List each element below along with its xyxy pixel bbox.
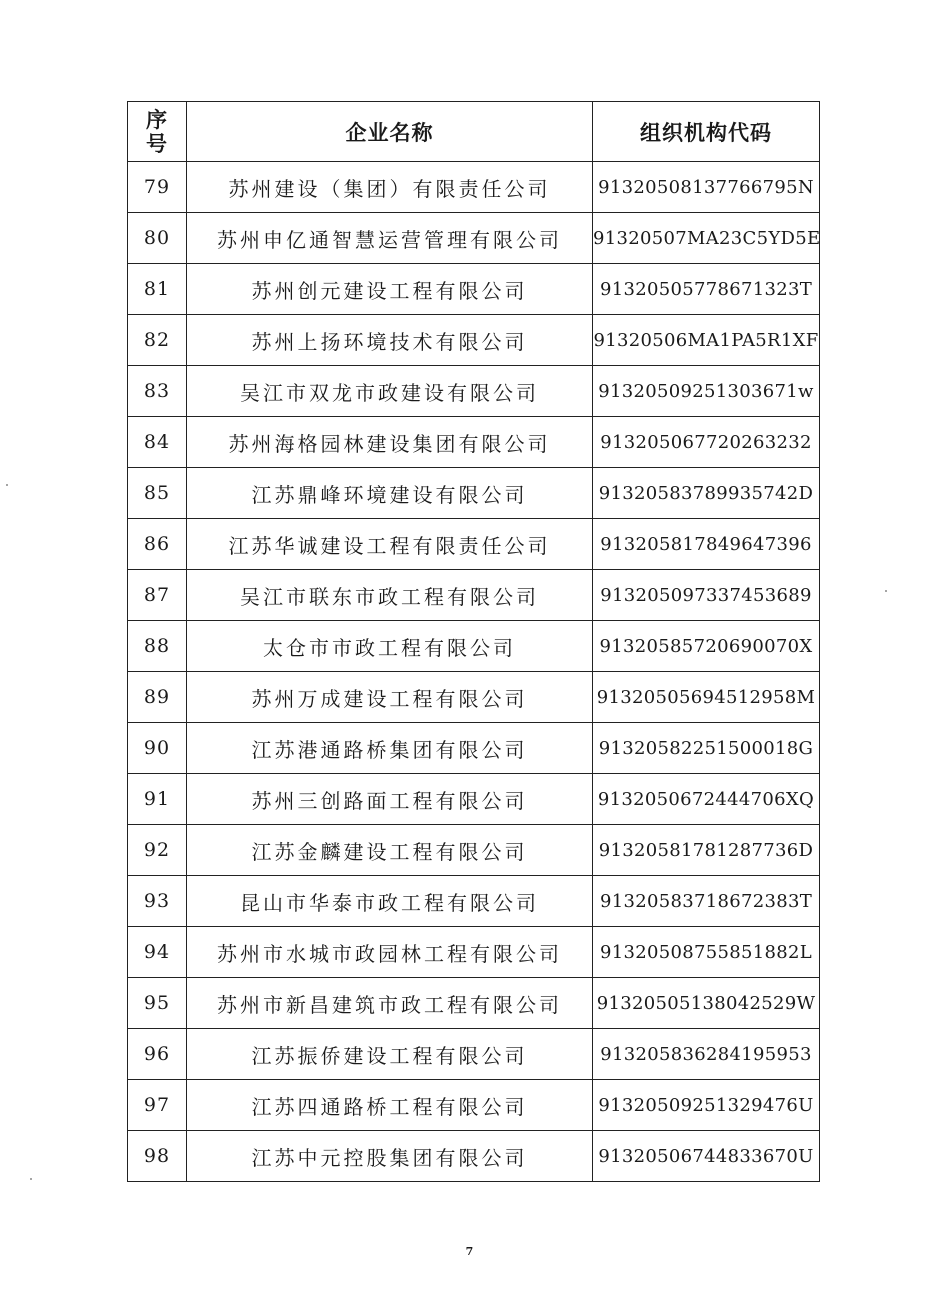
table-row xyxy=(128,825,820,876)
row-number: 84 xyxy=(128,417,187,468)
table-row xyxy=(128,519,820,570)
table-row xyxy=(128,774,820,825)
table-row xyxy=(128,672,820,723)
row-number: 95 xyxy=(128,978,187,1029)
table-row xyxy=(128,723,820,774)
row-number: 92 xyxy=(128,825,187,876)
company-name: 江苏振侨建设工程有限公司 xyxy=(187,1029,593,1080)
row-number: 85 xyxy=(128,468,187,519)
table-row xyxy=(128,213,820,264)
company-name: 苏州申亿通智慧运营管理有限公司 xyxy=(187,213,593,264)
company-name: 太仓市市政工程有限公司 xyxy=(187,621,593,672)
org-code: 9132050672444706XQ xyxy=(593,774,820,825)
scan-speck xyxy=(885,590,887,592)
row-number: 93 xyxy=(128,876,187,927)
org-code: 91320581781287736D xyxy=(593,825,820,876)
company-name: 江苏中元控股集团有限公司 xyxy=(187,1131,593,1182)
org-code: 91320506744833670U xyxy=(593,1131,820,1182)
table-row xyxy=(128,876,820,927)
company-name: 苏州万成建设工程有限公司 xyxy=(187,672,593,723)
header-company: 企业名称 xyxy=(187,102,593,162)
org-code: 91320505778671323T xyxy=(593,264,820,315)
org-code: 91320505694512958M xyxy=(593,672,820,723)
org-code: 91320585720690070X xyxy=(593,621,820,672)
row-number: 81 xyxy=(128,264,187,315)
org-code: 91320508137766795N xyxy=(593,162,820,213)
scan-speck xyxy=(30,1178,32,1180)
company-name: 苏州海格园林建设集团有限公司 xyxy=(187,417,593,468)
row-number: 83 xyxy=(128,366,187,417)
row-number: 97 xyxy=(128,1080,187,1131)
company-name: 苏州建设（集团）有限责任公司 xyxy=(187,162,593,213)
row-number: 79 xyxy=(128,162,187,213)
row-number: 98 xyxy=(128,1131,187,1182)
table-row xyxy=(128,264,820,315)
company-name: 苏州上扬环境技术有限公司 xyxy=(187,315,593,366)
company-name: 江苏鼎峰环境建设有限公司 xyxy=(187,468,593,519)
table-row xyxy=(128,927,820,978)
enterprise-table xyxy=(127,101,820,1182)
row-number: 80 xyxy=(128,213,187,264)
row-number: 90 xyxy=(128,723,187,774)
org-code: 91320507MA23C5YD5E xyxy=(593,213,820,264)
org-code: 913205836284195953 xyxy=(593,1029,820,1080)
org-code: 91320582251500018G xyxy=(593,723,820,774)
row-number: 96 xyxy=(128,1029,187,1080)
header-code: 组织机构代码 xyxy=(593,102,820,162)
company-name: 江苏港通路桥集团有限公司 xyxy=(187,723,593,774)
org-code: 913205097337453689 xyxy=(593,570,820,621)
header-seq: 序 号 xyxy=(128,102,187,162)
row-number: 89 xyxy=(128,672,187,723)
table-row xyxy=(128,162,820,213)
company-name: 江苏金麟建设工程有限公司 xyxy=(187,825,593,876)
org-code: 91320509251303671w xyxy=(593,366,820,417)
company-name: 江苏四通路桥工程有限公司 xyxy=(187,1080,593,1131)
org-code: 913205817849647396 xyxy=(593,519,820,570)
company-name: 吴江市双龙市政建设有限公司 xyxy=(187,366,593,417)
table-header-row xyxy=(128,102,820,162)
table-row xyxy=(128,468,820,519)
company-name: 苏州市新昌建筑市政工程有限公司 xyxy=(187,978,593,1029)
org-code: 91320505138042529W xyxy=(593,978,820,1029)
row-number: 86 xyxy=(128,519,187,570)
table-row xyxy=(128,978,820,1029)
row-number: 82 xyxy=(128,315,187,366)
company-name: 苏州创元建设工程有限公司 xyxy=(187,264,593,315)
table-row xyxy=(128,1029,820,1080)
org-code: 91320506MA1PA5R1XF xyxy=(593,315,820,366)
row-number: 91 xyxy=(128,774,187,825)
page-number: 7 xyxy=(465,1245,474,1258)
company-name: 苏州三创路面工程有限公司 xyxy=(187,774,593,825)
table-row xyxy=(128,621,820,672)
table-row xyxy=(128,315,820,366)
company-name: 苏州市水城市政园林工程有限公司 xyxy=(187,927,593,978)
org-code: 91320583718672383T xyxy=(593,876,820,927)
row-number: 88 xyxy=(128,621,187,672)
table-row xyxy=(128,1080,820,1131)
table-row xyxy=(128,570,820,621)
table-row xyxy=(128,1131,820,1182)
org-code: 91320508755851882L xyxy=(593,927,820,978)
scan-speck xyxy=(6,484,8,486)
company-name: 吴江市联东市政工程有限公司 xyxy=(187,570,593,621)
org-code: 91320509251329476U xyxy=(593,1080,820,1131)
table-row xyxy=(128,417,820,468)
org-code: 91320583789935742D xyxy=(593,468,820,519)
company-name: 昆山市华泰市政工程有限公司 xyxy=(187,876,593,927)
org-code: 913205067720263232 xyxy=(593,417,820,468)
row-number: 87 xyxy=(128,570,187,621)
company-name: 江苏华诚建设工程有限责任公司 xyxy=(187,519,593,570)
row-number: 94 xyxy=(128,927,187,978)
table-row xyxy=(128,366,820,417)
